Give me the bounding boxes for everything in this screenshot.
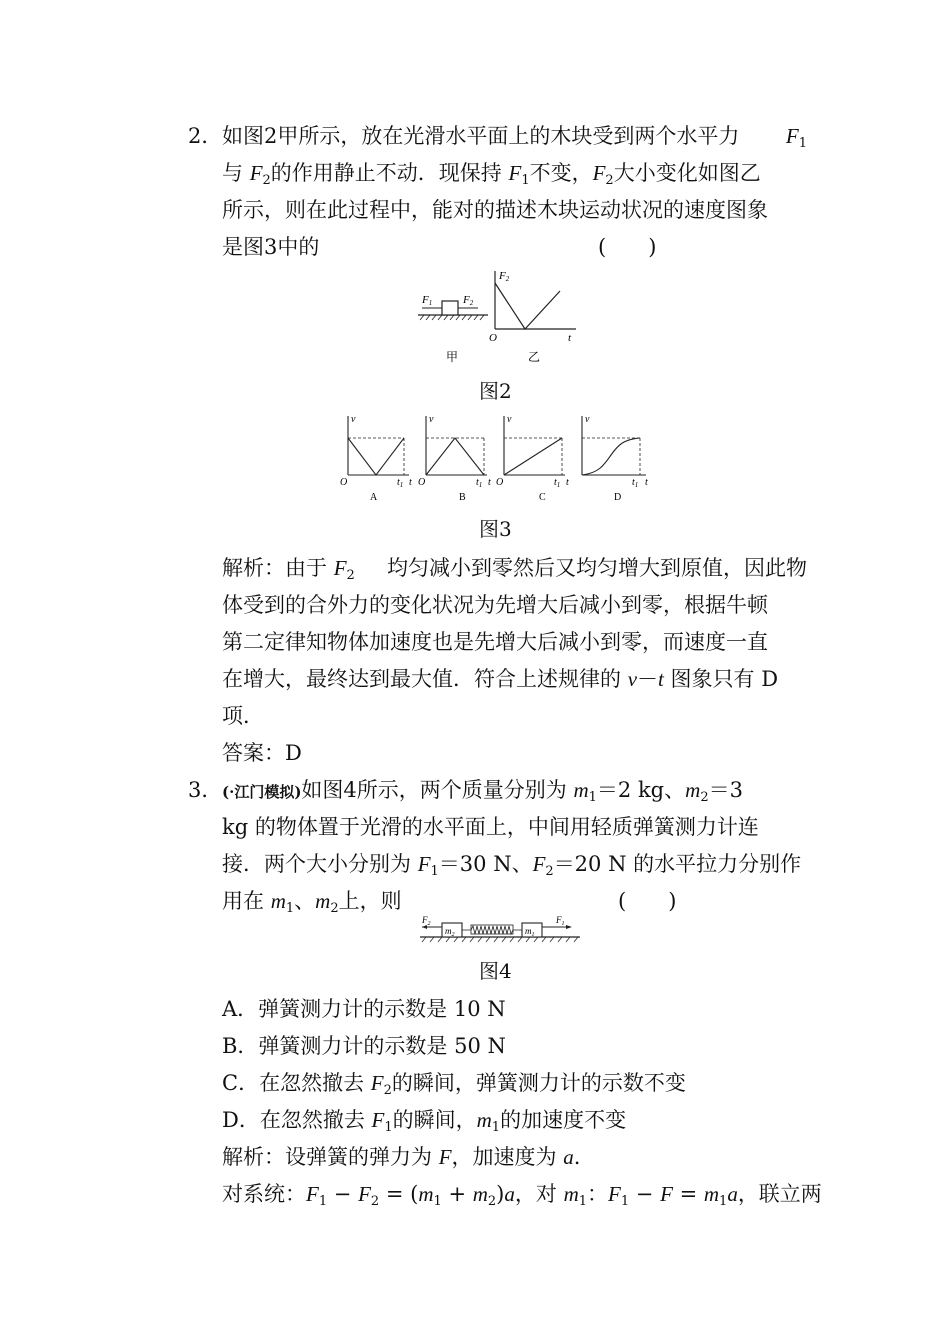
q2-analysis-line-5: 项． bbox=[222, 704, 264, 728]
svg-text:t1: $t_1$ bbox=[476, 477, 483, 489]
svg-text:t: t bbox=[645, 477, 648, 488]
block-icon bbox=[442, 301, 458, 315]
q3-line-2: kg 的物体置于光滑的水平面上，中间用轻质弹簧测力计连 bbox=[222, 815, 759, 839]
svg-text:D: D bbox=[614, 492, 622, 503]
svg-text:v: v bbox=[429, 414, 434, 425]
f1-label: F1 bbox=[422, 294, 433, 307]
svg-text:v: v bbox=[507, 414, 512, 425]
q2-line-4: 是图3中的 bbox=[222, 235, 320, 259]
svg-text:O: O bbox=[418, 477, 426, 488]
svg-text:A: A bbox=[370, 492, 378, 503]
svg-text:m2: $m_2$ bbox=[445, 926, 455, 938]
q3-answer-paren: ( ) bbox=[618, 889, 677, 913]
svg-text:v: v bbox=[585, 414, 590, 425]
q3-line-1: (·江门模拟)如图4所示，两个质量分别为 $m_1=2$ kg、$m_2=3$ bbox=[222, 778, 743, 805]
svg-text:F1: $F_1$ bbox=[556, 915, 565, 927]
q2-analysis-line-4: 在增大，最终达到最大值．符合上述规律的 v－t 图象只有 D bbox=[222, 667, 779, 691]
f2-variation-line bbox=[495, 283, 560, 329]
fig4-caption: 图4 bbox=[479, 959, 512, 983]
fig2-left-label: 甲 bbox=[446, 350, 459, 364]
graph-b bbox=[418, 414, 491, 503]
q2-line-2: 与 $F_2$的作用静止不动．现保持 $F_1$不变，$F_2$大小变化如图乙 bbox=[222, 161, 761, 188]
svg-text:t1: $t_1$ bbox=[397, 477, 404, 489]
q2-line-3: 所示，则在此过程中，能对的描述木块运动状况的速度图象 bbox=[222, 198, 768, 222]
q3-line-4: 用在 $m_1$、$m_2$上，则 bbox=[222, 889, 402, 916]
svg-text:O: O bbox=[496, 477, 504, 488]
option-c: C．在忽然撤去 $F_2$的瞬间，弹簧测力计的示数不变 bbox=[222, 1071, 686, 1098]
question-number-2: 2． bbox=[188, 124, 223, 148]
fig3-caption: 图3 bbox=[479, 517, 512, 541]
q3-line-3: 接．两个大小分别为 $F_1=30$ N、$F_2=20$ N 的水平拉力分别作 bbox=[222, 852, 802, 879]
graph-c bbox=[496, 414, 569, 503]
figure-3 bbox=[334, 410, 664, 505]
f1-symbol: $F_1$ bbox=[785, 124, 807, 151]
q3-analysis-line-1: 解析：设弹簧的弹力为 F，加速度为 a. bbox=[222, 1145, 581, 1169]
option-d: D．在忽然撤去 $F_1$的瞬间，$m_1$的加速度不变 bbox=[222, 1108, 627, 1135]
option-a: A．弹簧测力计的示数是 10 N bbox=[222, 997, 506, 1021]
svg-text:t: t bbox=[488, 477, 491, 488]
svg-text:F2: $F_2$ bbox=[422, 915, 431, 927]
svg-text:v: v bbox=[351, 414, 356, 425]
q2-answer-paren: ( ) bbox=[598, 235, 657, 259]
q2-analysis-line-2: 体受到的合外力的变化状况为先增大后减小到零，根据牛顿 bbox=[222, 593, 768, 617]
svg-text:B: B bbox=[459, 492, 466, 503]
q2-answer: 答案：D bbox=[222, 741, 302, 765]
q3-analysis-line-2: 对系统： $F_1 - F_2 = (m_1 + m_2)a$ ，对 $m_1$： $F_1 - F = m_1a$ ，联立两 bbox=[222, 1182, 822, 1209]
q2-analysis-line-1: 解析：由于 $F_2$ 均匀减小到零然后又均匀增大到原值，因此物 bbox=[222, 556, 807, 583]
svg-text:F2: F2 bbox=[499, 270, 510, 283]
svg-text:O: O bbox=[340, 477, 348, 488]
svg-text:t: t bbox=[409, 477, 412, 488]
svg-text:t1: $t_1$ bbox=[632, 477, 639, 489]
figure-4 bbox=[418, 915, 583, 947]
fig2-caption: 图2 bbox=[479, 379, 512, 403]
svg-text:m1: $m_1$ bbox=[525, 926, 535, 938]
svg-text:t1: $t_1$ bbox=[554, 477, 561, 489]
fig2-right-label: 乙 bbox=[528, 350, 541, 364]
question-number-3: 3． bbox=[188, 778, 223, 802]
svg-text:C: C bbox=[539, 492, 546, 503]
q2-line-1 bbox=[222, 122, 807, 158]
option-b: B．弹簧测力计的示数是 50 N bbox=[222, 1034, 506, 1058]
f2-label: F2 bbox=[463, 294, 474, 307]
svg-text:t: t bbox=[568, 332, 572, 344]
svg-text:O: O bbox=[489, 332, 497, 344]
svg-text:t: t bbox=[566, 477, 569, 488]
graph-a bbox=[340, 414, 412, 503]
q2-text: 如图2甲所示，放在光滑水平面上的木块受到两个水平力 bbox=[222, 124, 740, 148]
figure-2 bbox=[410, 265, 590, 370]
graph-d bbox=[582, 414, 648, 503]
q2-analysis-line-3: 第二定律知物体加速度也是先增大后减小到零，而速度一直 bbox=[222, 630, 768, 654]
